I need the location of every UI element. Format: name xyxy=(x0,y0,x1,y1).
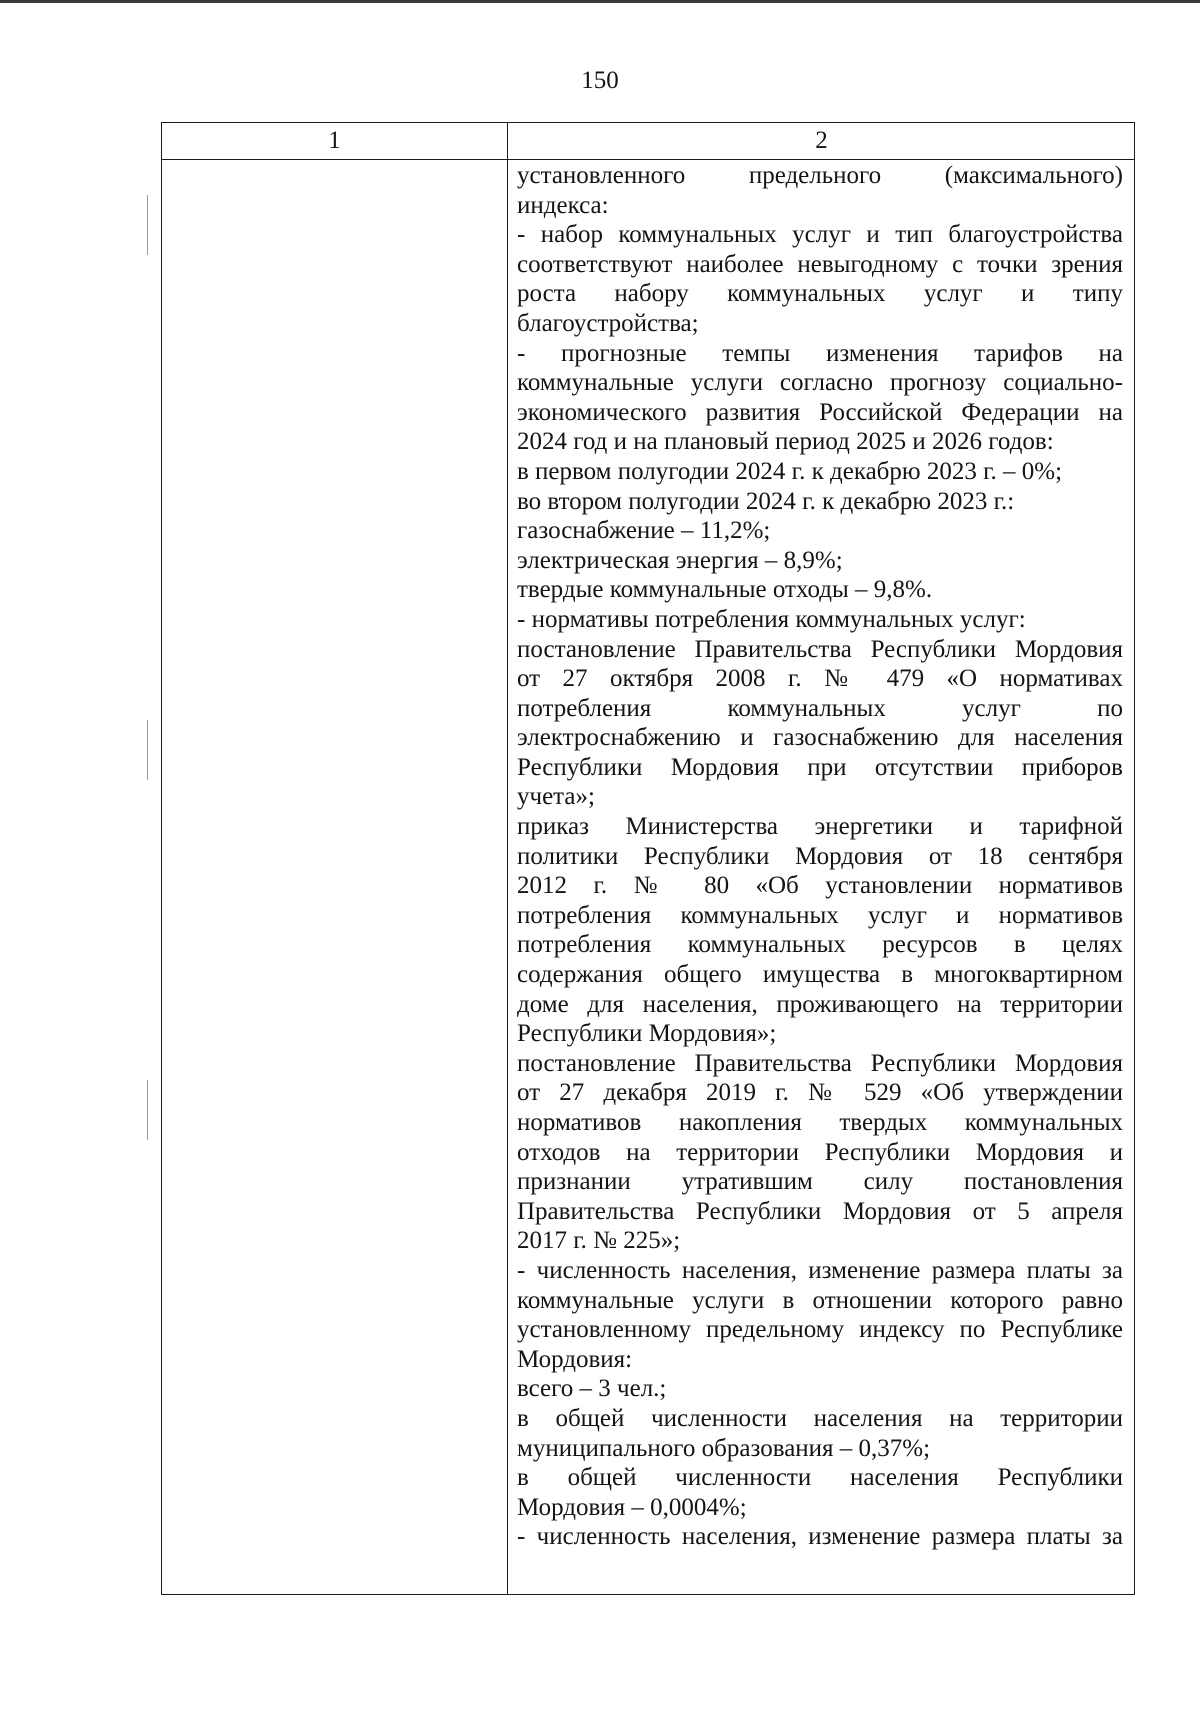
text-line: учета»; xyxy=(517,783,595,811)
scan-mark xyxy=(147,1080,148,1140)
text-line: Правительства Республики Мордовия от 5 апреля xyxy=(517,1197,1123,1225)
text-line: от 27 декабря 2019 г. № 529 «Об утверждении xyxy=(517,1079,1123,1107)
text-line: благоустройства; xyxy=(517,309,699,337)
text-line: установленному предельному индексу по Республике xyxy=(517,1316,1123,1344)
text-line: в общей численности населения на территории xyxy=(517,1404,1123,1432)
text-line: потребления коммунальных услуг по xyxy=(517,694,1123,722)
text-line: коммунальные услуги согласно прогнозу социально- xyxy=(517,369,1123,397)
text-line: всего – 3 чел.; xyxy=(517,1375,667,1403)
text-line: от 27 октября 2008 г. № 479 «О нормативах xyxy=(517,665,1123,693)
column-1-header: 1 xyxy=(328,127,341,154)
text-line: во втором полугодии 2024 г. к декабрю 2023 г.: xyxy=(517,487,1015,515)
column-divider xyxy=(507,123,508,1594)
text-line: коммунальные услуги в отношении которого равно xyxy=(517,1286,1123,1314)
text-line: политики Республики Мордовия от 18 сентября xyxy=(517,842,1123,870)
text-line: - набор коммунальных услуг и тип благоустройства xyxy=(517,221,1123,249)
column-2-header: 2 xyxy=(815,127,828,154)
text-line: Мордовия – 0,0004%; xyxy=(517,1493,747,1521)
scan-mark xyxy=(147,195,148,255)
text-line: муниципального образования – 0,37%; xyxy=(517,1434,931,1462)
text-line: приказ Министерства энергетики и тарифной xyxy=(517,813,1123,841)
scan-mark xyxy=(147,720,148,780)
text-line: 2017 г. № 225»; xyxy=(517,1227,681,1255)
page-number: 150 xyxy=(581,67,619,94)
text-line: экономического развития Российской Федерации на xyxy=(517,398,1123,426)
text-line: - численность населения, изменение размера платы за xyxy=(517,1256,1123,1284)
text-line: в первом полугодии 2024 г. к декабрю 2023 г. – 0%; xyxy=(517,457,1063,485)
document-table xyxy=(161,122,1135,1595)
text-line: потребления коммунальных ресурсов в целях xyxy=(517,931,1123,959)
text-line: роста набору коммунальных услуг и типу xyxy=(517,280,1123,308)
text-line: газоснабжение – 11,2%; xyxy=(517,517,771,545)
text-line: - численность населения, изменение размера платы за xyxy=(517,1523,1123,1551)
text-line: нормативов накопления твердых коммунальных xyxy=(517,1109,1123,1136)
text-line: твердые коммунальные отходы – 9,8%. xyxy=(517,576,933,604)
column-2-text xyxy=(517,161,1123,1552)
header-row-divider xyxy=(162,159,1134,160)
text-line: отходов на территории Республики Мордовия и xyxy=(517,1138,1123,1166)
text-line: в общей численности населения Республики xyxy=(517,1464,1123,1492)
text-line: признании утратившим силу постановления xyxy=(517,1168,1123,1196)
text-line: электрическая энергия – 8,9%; xyxy=(517,546,843,574)
scan-edge-line xyxy=(0,0,1200,3)
text-line: Мордовия: xyxy=(517,1345,633,1373)
text-line: соответствуют наиболее невыгодному с точки зрения xyxy=(517,250,1123,278)
text-line: 2012 г. № 80 «Об установлении нормативов xyxy=(517,872,1123,900)
text-line: постановление Правительства Республики Мордовия xyxy=(517,635,1123,663)
text-line: индекса: xyxy=(517,191,609,219)
text-line: электроснабжению и газоснабжению для населения xyxy=(517,724,1123,752)
text-line: Республики Мордовия при отсутствии приборов xyxy=(517,753,1123,781)
text-line: установленного предельного (максимального) xyxy=(517,162,1123,189)
text-line: - прогнозные темпы изменения тарифов на xyxy=(517,339,1123,367)
text-line: Республики Мордовия»; xyxy=(517,1020,777,1048)
text-line: - нормативы потребления коммунальных услуг: xyxy=(517,605,1026,633)
text-line: содержания общего имущества в многоквартирном xyxy=(517,961,1123,989)
text-line: потребления коммунальных услуг и нормативов xyxy=(517,901,1123,929)
text-line: 2024 год и на плановый период 2025 и 2026 годов: xyxy=(517,428,1054,456)
text-line: постановление Правительства Республики Мордовия xyxy=(517,1049,1123,1077)
text-line: доме для населения, проживающего на территории xyxy=(517,990,1123,1018)
